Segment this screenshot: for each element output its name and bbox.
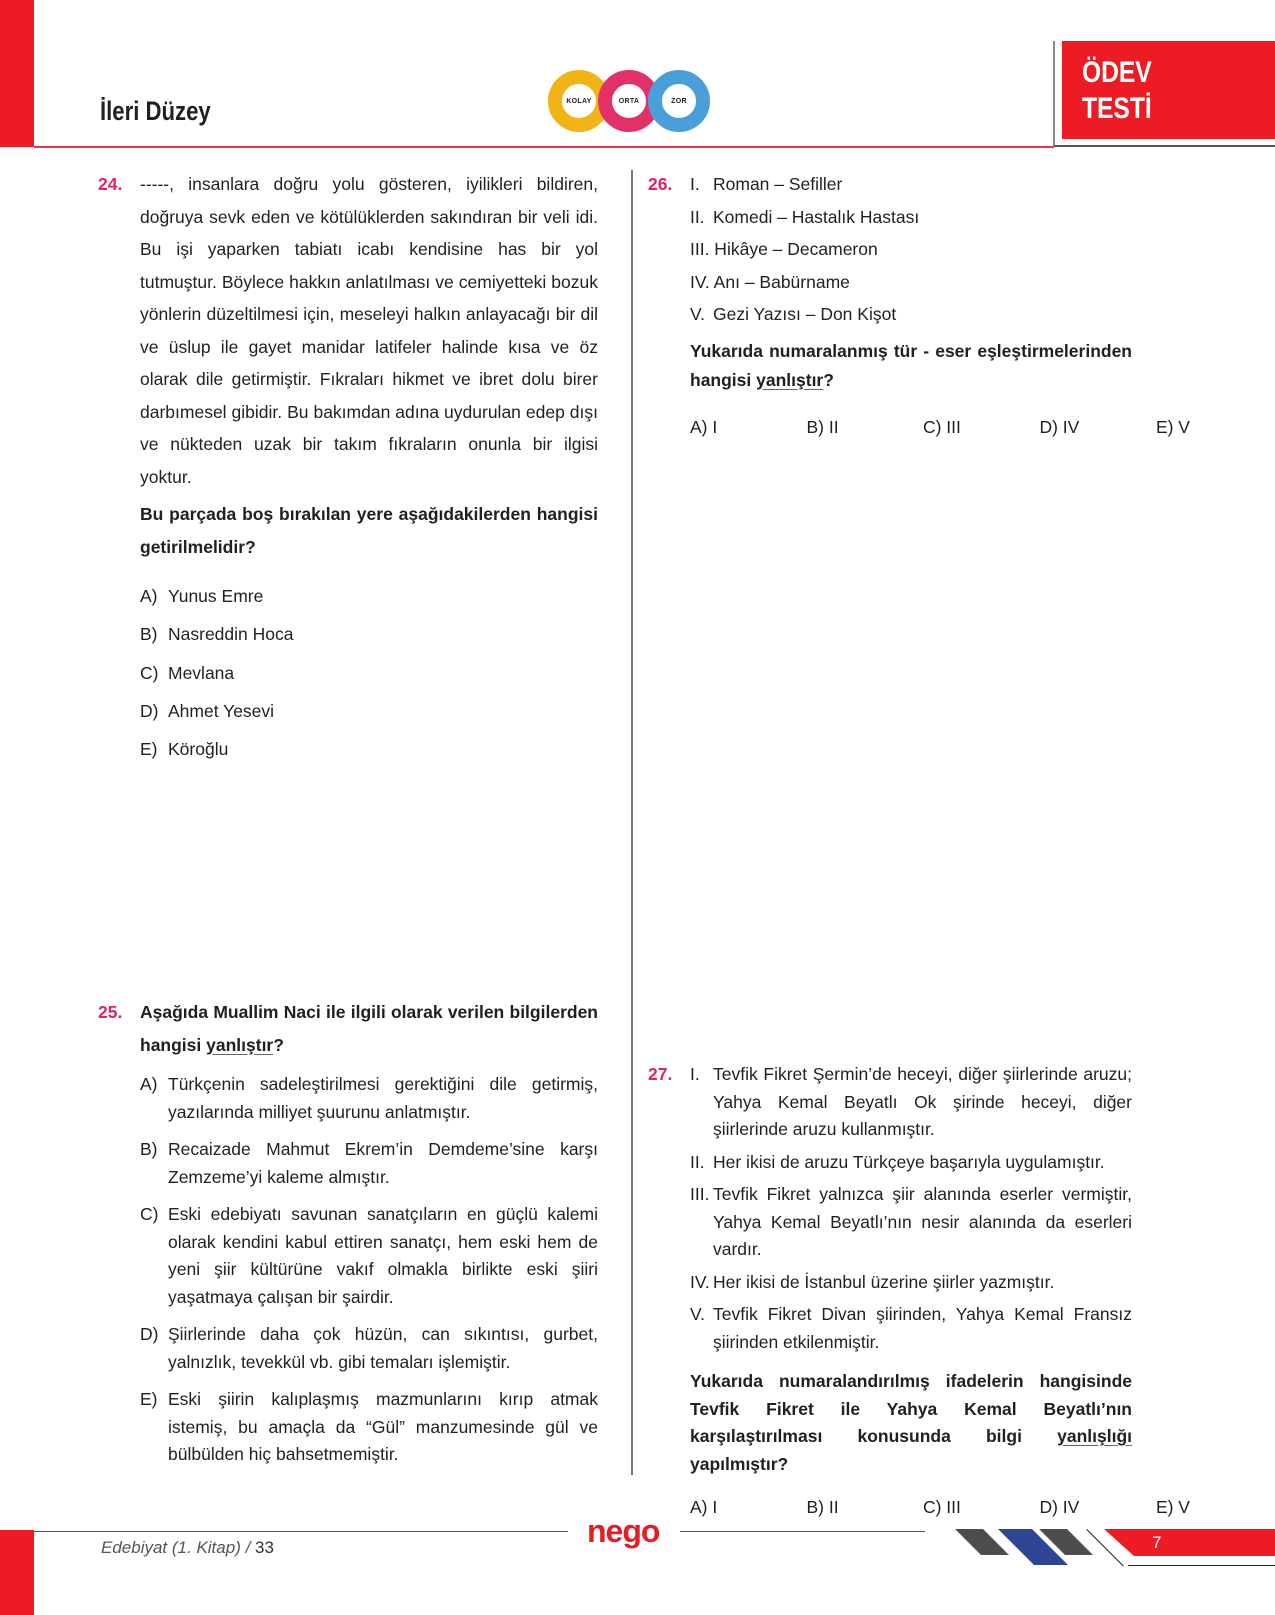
question-number: 27. [648,1064,673,1084]
level-kolay-ring: KOLAY [548,70,610,132]
option-c[interactable]: C) Eski edebiyatı savunan sanatçıların en güçlü kalemi olarak kendini kabul ettiren sanatçı, hem eski hem de yeni şiir kültürüne vakıf olmakla birlikte eski şiiri yaşatmaya çalışan bir şairdir. [140,1204,598,1307]
option-e[interactable]: E) Köroğlu [140,739,229,760]
book-reference: Edebiyat (1. Kitap) / 33 [101,1538,274,1557]
option-c[interactable]: C) III [922,416,961,437]
answer-options [690,1494,1190,1522]
option-a[interactable]: A) Yunus Emre [140,586,264,606]
decor-stripe-gray-1 [955,1529,1009,1555]
option-a[interactable]: A) Türkçenin sadeleştirilmesi gerektiğini dile getirmiş, yazılarında milliyet şuurunu anlatmıştır. [140,1074,598,1122]
option-b[interactable]: B) Nasreddin Hoca [140,624,294,645]
question-stem: Yukarıda numaralanmış tür - eser eşleştirmelerinden hangisi yanlıştır? [690,340,1132,390]
header-divider [34,146,1054,148]
column-divider [631,170,633,1475]
page-number: 7 [1152,1533,1162,1552]
statement-iii: III. Hikâye – Decameron [690,239,878,259]
red-side-bar-bottom [0,1530,34,1615]
option-c[interactable]: C) III [922,1497,961,1517]
question-number: 24. [98,174,123,194]
option-d[interactable]: D) Ahmet Yesevi [140,700,275,721]
question-number: 26. [648,174,673,194]
option-e[interactable]: E) Eski şiirin kalıplaşmış mazmunlarını kırıp atmak istemiş, bu amaçla da “Gül” manzumesinde gül ve bülbülden hiç bahsetmemiştir. [140,1389,598,1464]
option-d[interactable]: D) Şiirlerinde daha çok hüzün, can sıkıntısı, gurbet, yalnızlık, tevekkül vb. gibi temaları işlemiştir. [140,1324,598,1372]
page-number-underline [1128,1565,1275,1566]
option-a[interactable]: A) I [690,1497,718,1517]
question-passage: -----, insanlara doğru yolu gösteren, iyilikleri bildiren, doğruya sevk eden ve kötülüklerden sakındıran bir veli idi. Bu işi yaparken tabiatı icabı kendisine has bir yol tutmuştur. Böylece hakkın anlatılması ve cemiyetteki bozuk yönlerin düzeltilmesi için, meseleyi halkın anlayacağı bir dil ve üslup ile gayet manidar latifeler halinde kısa ve öz olarak dile getirmiştir. Fıkraları hikmet ve ibret dolu birer darbımesel gibidir. Bu bakımdan adına uydurulan edep dışı ve nükteden uzak bir takım fıkraların onunla bir ilgisi yoktur. [140,174,598,487]
answer-options [690,411,1190,444]
red-side-bar-top [0,0,34,147]
level-zor-ring: ZOR [648,70,710,132]
page-title: İleri Düzey [100,96,211,126]
statement-iv: IV. Anı – Babürname [690,271,850,292]
statement-i: I. Tevfik Fikret Şermin’de heceyi, diğer şiirlerinde aruzu; Yahya Kemal Beyatlı Ok şirinde heceyi, diğer şiirlerinde aruzu kullanmıştır. [690,1064,1132,1139]
option-c[interactable]: C) Mevlana [140,662,235,683]
statement-ii: II. Komedi – Hastalık Hastası [690,206,920,227]
question-number: 25. [98,1002,123,1022]
statement-v: V. Gezi Yazısı – Don Kişot [690,304,897,324]
question-stem: Yukarıda numaralandırılmış ifadelerin hangisinde Tevfik Fikret ile Yahya Kemal Beyatlı’nın karşılaştırılması konusunda bilgi yanlışlığı yapılmıştır? [690,1371,1132,1474]
statement-v: V. Tevfik Fikret Divan şiirinden, Yahya Kemal Fransız şiirinden etkilenmiştir. [690,1304,1132,1352]
page-number-bar [1104,1529,1275,1556]
odev-testi-badge: ÖDEV TESTİ [1062,41,1275,139]
option-b[interactable]: B) II [806,416,839,437]
publisher-logo: nego [587,1513,660,1549]
question-stem: Aşağıda Muallim Naci ile ilgili olarak verilen bilgilerden hangisi yanlıştır? [140,1002,598,1055]
footer-divider-mid [680,1531,925,1532]
statement-ii: II. Her ikisi de aruzu Türkçeye başarıyla uygulamıştır. [690,1151,1105,1172]
difficulty-levels-logo [548,70,710,136]
option-b[interactable]: B) Recaizade Mahmut Ekrem’in Demdeme’sine karşı Zemzeme’yi kaleme almıştır. [140,1139,598,1187]
level-orta-ring: ORTA [598,70,660,132]
footer-divider-left [34,1531,568,1532]
statement-i: I. Roman – Sefiller [690,174,843,194]
option-e[interactable]: E) V [1155,1497,1190,1517]
question-stem: Bu parçada boş bırakılan yere aşağıdakilerden hangisi getirilmelidir? [140,504,598,557]
statement-iv: IV. Her ikisi de İstanbul üzerine şiirler yazmıştır. [690,1271,1055,1292]
option-b[interactable]: B) II [806,1497,839,1517]
option-d[interactable]: D) IV [1039,416,1080,437]
option-e[interactable]: E) V [1155,416,1190,437]
option-a[interactable]: A) I [690,416,718,437]
statement-iii: III. Tevfik Fikret yalnızca şiir alanında eserler vermiştir, Yahya Kemal Beyatlı’nın nesir alanında da eserleri vardır. [690,1184,1132,1259]
option-d[interactable]: D) IV [1039,1497,1080,1517]
